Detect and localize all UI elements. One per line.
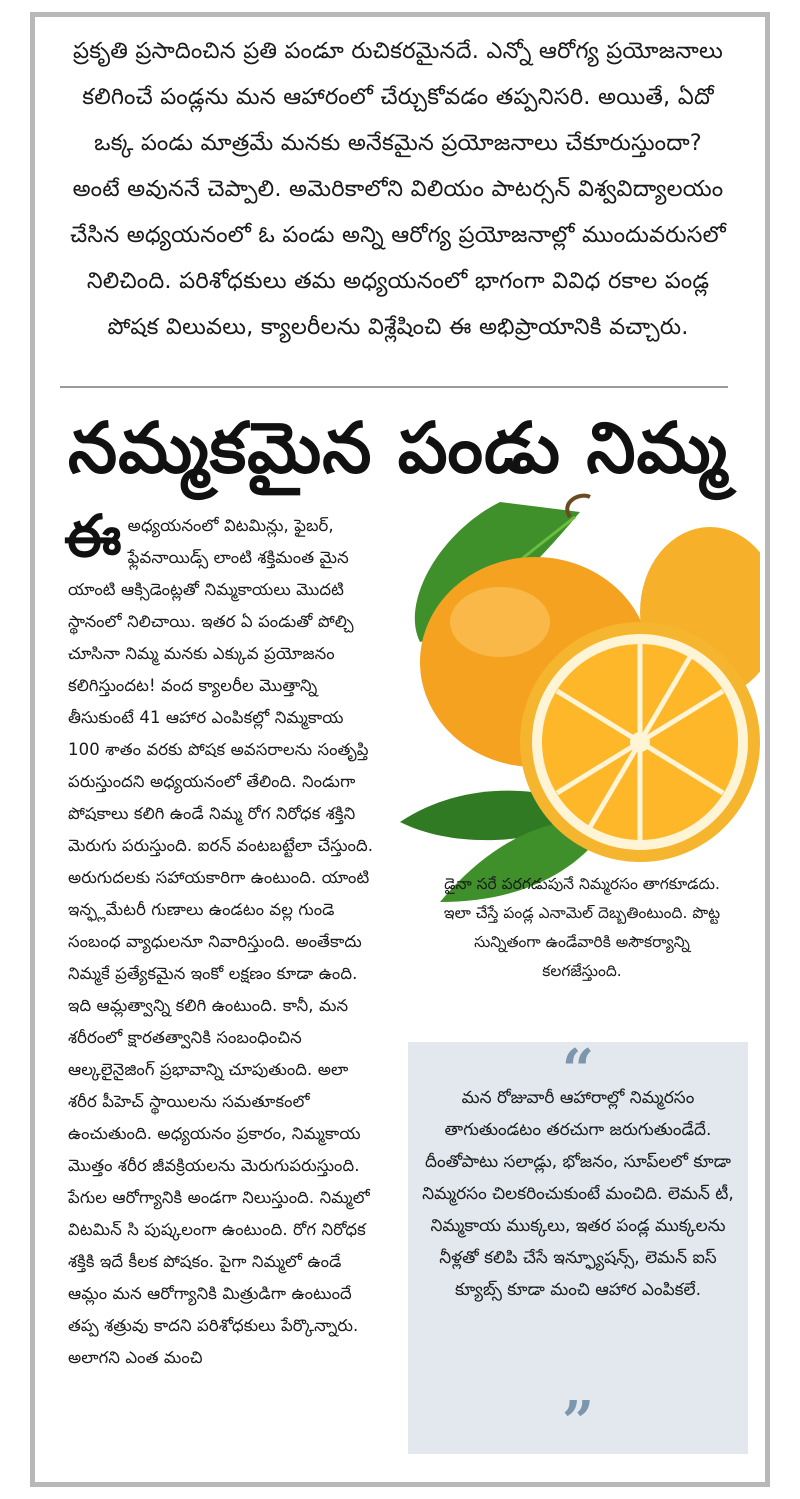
headline: నమ్మకమైన పండు నిమ్మ: [67, 407, 729, 489]
article-body: [64, 502, 378, 1374]
drop-cap: ఈ: [64, 502, 122, 570]
quote-body: [422, 1082, 734, 1306]
article-text: అధ్యయనంలో విటమిన్లు, ఫైబర్, ఫ్లేవనాయిడ్స్ లాంటి శక్తిమంత మైన యాంటి ఆక్సిడెంట్లతో నిమ్మకాయలు మొదటి స్థానంలో నిలిచాయి. ఇతర ఏ పండుతో పోల్చి చూసినా నిమ్మ మనకు ఎక్కువ ప్రయోజనం కలిగిస్తుందట! వంద క్యాలరీల మొత్తాన్ని తీసుకుంటే 41 ఆహార ఎంపికల్లో నిమ్మకాయ 100 శాతం వరకు పోషక అవసరాలను సంతృప్తి పరుస్తుందని అధ్యయనంలో తేలింది. నిండుగా పోషకాలు కలిగి ఉండే నిమ్మ రోగ నిరోధక శక్తిని మెరుగు పరుస్తుంది. ఐరన్ వంటబట్టేలా చేస్తుంది. అరుగుదలకు సహాయకారిగా ఉంటుంది. యాంటి ఇన్ఫ్లమేటరీ గుణాలు ఉండటం వల్ల గుండె సంబంధ వ్యాధులనూ నివారిస్తుంది. అంతేకాదు నిమ్మకే ప్రత్యేకమైన ఇంకో లక్షణం కూడా ఉంది. ఇది ఆమ్లత్వాన్ని కలిగి ఉంటుంది. కానీ, మన శరీరంలో క్షారతత్వానికి సంబంధించిన ఆల్కలైనైజింగ్ ప్రభావాన్ని చూపుతుంది. అలా శరీర పీహెచ్ స్థాయిలను సమతూకంలో ఉంచుతుంది. అధ్యయనం ప్రకారం, నిమ్మకాయ మొత్తం శరీర జీవక్రియలను మెరుగుపరుస్తుంది. పేగుల ఆరోగ్యానికి అండగా నిలుస్తుంది. నిమ్మలో విటమిన్ సి పుష్కలంగా ఉంటుంది. రోగ నిరోధక శక్తికి ఇదే కీలక పోషకం. పైగా నిమ్మలో ఉండే ఆమ్లం మన ఆరోగ్యానికి మిత్రుడిగా ఉంటుందే తప్ప శత్రువు కాదని పరిశోధకులు పేర్కొన్నారు. అలాగని ఎంత మంచి: [68, 516, 374, 1367]
intro-paragraph: [68, 28, 728, 350]
close-quote-icon: ”: [561, 1389, 595, 1455]
quote-text: మన రోజువారీ ఆహారాల్లో నిమ్మరసం తాగుతుండటం తరచుగా జరుగుతుండేదే. దీంతోపాటు సలాడ్లు, భోజనం, సూప్‌లలో కూడా నిమ్మరసం చిలకరించుకుంటే మంచిది. లెమన్ టీ, నిమ్మకాయ ముక్కలు, ఇతర పండ్ల ముక్కలను నీళ్లతో కలిపి చేసే ఇన్ఫ్యూషన్స్, లెమన్ ఐస్ క్యూబ్స్ కూడా మంచి ఆహార ఎంపికలే.: [422, 1088, 734, 1300]
caption-text: డైనా సరే పరగడుపునే నిమ్మరసం తాగకూడదు. ఇలా చేస్తే పండ్ల ఎనామెల్ దెబ్బతింటుంది. పొట్ట సున్నితంగా ఉండేవారికి అసౌకర్యాన్ని కలగజేస్తుంది.: [443, 875, 721, 980]
open-quote-icon: “: [561, 1037, 595, 1103]
caption: [432, 870, 732, 986]
intro-text: ప్రకృతి ప్రసాదించిన ప్రతి పండూ రుచికరమైనదే. ఎన్నో ఆరోగ్య ప్రయోజనాలు కలిగించే పండ్లను మన ఆహారంలో చేర్చుకోవడం తప్పనిసరి. అయితే, ఏదో ఒక్క పండు మాత్రమే మనకు అనేకమైన ప్రయోజనాలు చేకూరుస్తుందా? అంటే అవుననే చెప్పాలి. అమెరికాలోని విలియం పాటర్సన్ విశ్వవిద్యాలయం చేసిన అధ్యయనంలో ఓ పండు అన్ని ఆరోగ్య ప్రయోజనాల్లో ముందువరుసలో నిలిచింది. పరిశోధకులు తమ అధ్యయనంలో భాగంగా వివిధ రకాల పండ్ల పోషక విలువలు, క్యాలరీలను విశ్లేషించి ఈ అభిప్రాయానికి వచ్చారు.: [70, 38, 726, 340]
lemon-illustration: [380, 492, 760, 912]
pull-quote: [408, 1037, 748, 1455]
divider: [60, 386, 728, 388]
